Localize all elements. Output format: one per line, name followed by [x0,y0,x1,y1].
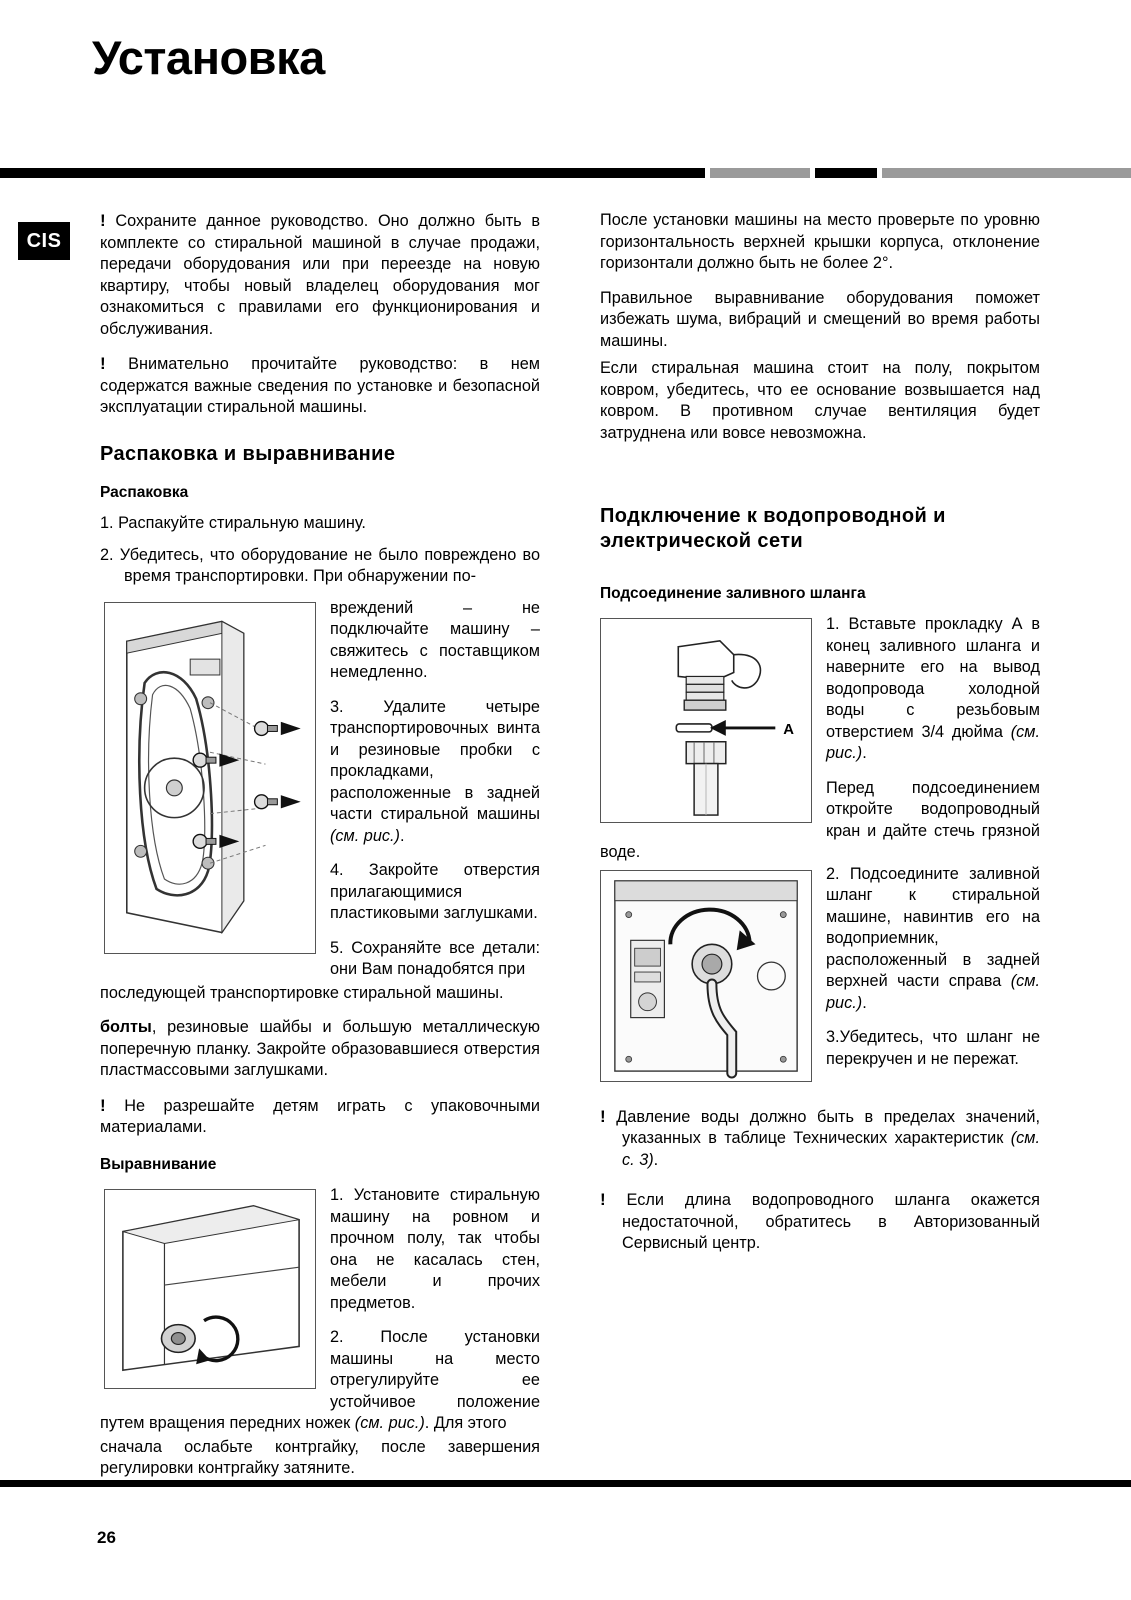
subsection-title-unpacking: Распаковка [100,483,189,501]
paragraph-bolts: болты, резиновые шайбы и большую металлическую поперечную планку. Закройте образовавшиеся отверстия пластмассовыми заглушками. [100,1018,540,1080]
header-rule-segment-black-1 [0,168,705,178]
exclamation-icon: ! [600,1190,606,1210]
page-title: Установка [92,31,325,84]
list-item-4: 4. Закройте отверстия прилагающимися пластиковыми заглушками. [330,861,540,923]
warning-hose-length: ! Если длина водопроводного шланга окажется недостаточной, обратитесь в Авторизованный Сервисный центр. [600,1190,1041,1253]
right-column [600,210,1040,1268]
figure-rear-panel-transport-bolts [104,602,316,954]
paragraph-carpet-floor: Если стиральная машина стоит на полу, покрытом ковром, убедитесь, что ее основание возвышается над ковром. В противном случае вентиляция будет затруднена или вовсе невозможна. [600,359,1040,442]
paragraph-correct-leveling: Правильное выравнивание оборудования поможет избежать шума, вибраций и смещений во время работы машины. [600,288,1040,350]
figure-machine-water-inlet [600,870,812,1082]
exclamation-icon: ! [100,1095,106,1115]
list-item-2-head: 2. Убедитесь, что оборудование не было повреждено во время транспортировки. При обнаружении по- [100,545,540,586]
hose-item-1: 1. Вставьте прокладку А в конец заливного шланга и наверните его на вывод водопровода холодной воды с резьбовым отверстием 3/4 дюйма (см. рис.). [826,615,1040,763]
paragraph-level-check: После установки машины на место проверьте по уровню горизонтальность верхней крышки корпуса, отклонение горизонтали должно быть не более 2°. [600,211,1040,272]
left-column [100,210,540,1493]
svg-text:A: A [783,722,794,739]
figure-inlet-hose-gasket [600,618,812,823]
figure-adjustable-foot [104,1189,316,1389]
language-tab-cis: CIS [18,222,70,260]
page-number: 26 [97,1528,116,1547]
list-item-5: 5. Сохраняйте все детали: они Вам понадобятся при [330,938,540,979]
list-item-2-continued: вреждений – не подключайте машину – свяжитесь с поставщиком немедленно. [330,598,540,682]
list-item-5-continued: последующей транспортировке стиральной машины. [100,983,504,1002]
warning-children-packaging: ! Не разрешайте детям играть с упаковочными материалами. [100,1095,540,1137]
hose-item-1-b: Перед подсоединением откройте водопроводный кран и дайте стечь грязной воде. [600,778,1040,862]
leveling-item-1: 1. Установите стиральную машину на ровном и прочном полу, так чтобы она не касалась стен, мебели и прочих предметов. [330,1186,540,1312]
subsection-title-inlet-hose: Подсоединение заливного шланга [600,585,866,602]
exclamation-icon: ! [600,1106,606,1126]
header-rule-segment-gray-2 [882,168,1131,178]
hose-item-2: 2. Подсоедините заливной шланг к стиральной машине, навинтив его на водоприемник, расположенный в задней верхней части справа (см. рис.). [826,864,1040,1012]
section-title-water-electric-connection: Подключение к водопроводной и электрической сети [600,505,946,552]
header-rule-segment-black-2 [815,168,877,178]
warning-read-manual: ! Внимательно прочитайте руководство: в нем содержатся важные сведения по установке и безопасной эксплуатации стиральной машины. [100,354,540,416]
exclamation-icon: ! [100,354,106,373]
header-rule [0,168,1131,178]
header-rule-segment-gray-1 [710,168,810,178]
list-item-3: 3. Удалите четыре транспортировочных винта и резиновые пробки с прокладками, расположенные в задней части стиральной машины (см. рис.). [330,697,540,845]
warning-water-pressure: ! Давление воды должно быть в пределах значений, указанных в таблице Технических характеристик (см. с. 3). [600,1106,1040,1169]
warning-save-manual: ! Сохраните данное руководство. Оно должно быть в комплекте со стиральной машиной в случае продажи, передачи оборудования или при переезде на новую квартиру, чтобы новый владелец оборудования мог ознакомиться с правилами его функционирования и обслуживания. [100,211,540,338]
exclamation-icon: ! [100,211,106,230]
section-title-unpacking-leveling: Распаковка и выравнивание [100,442,396,465]
leveling-item-2: 2. После установки машины на место отрегулируйте ее устойчивое положение путем вращения передних ножек (см. рис.). Для этого [100,1328,540,1433]
footer-rule [0,1480,1131,1487]
hose-item-3: 3.Убедитесь, что шланг не перекручен и не пережат. [826,1028,1040,1068]
subsection-title-leveling: Выравнивание [100,1155,217,1173]
leveling-item-2-continued: сначала ослабьте контргайку, после завершения регулировки контргайку затяните. [100,1437,540,1478]
list-item-1: 1. Распакуйте стиральную машину. [100,514,366,533]
